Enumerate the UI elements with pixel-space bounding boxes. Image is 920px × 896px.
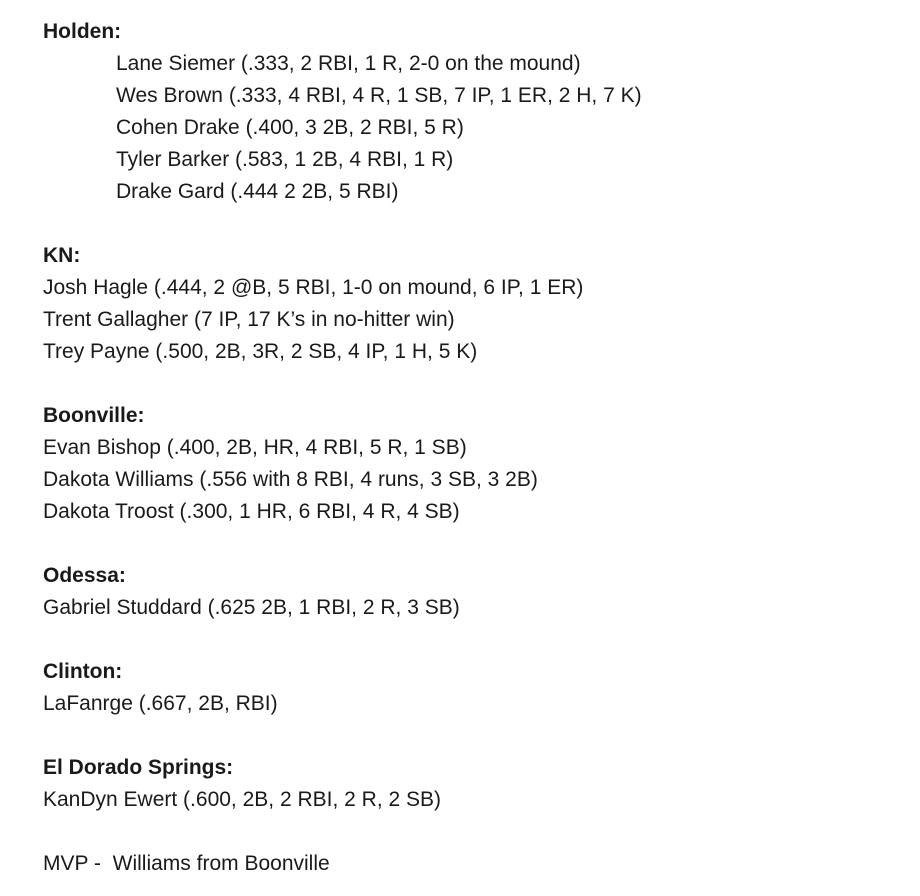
team-section-boonville — [43, 400, 903, 528]
player-line: LaFanrge (.667, 2B, RBI) — [43, 692, 278, 715]
player-line: Cohen Drake (.400, 3 2B, 2 RBI, 5 R) — [116, 116, 464, 139]
team-section-clinton — [43, 656, 903, 720]
section-spacer — [43, 720, 903, 752]
section-spacer — [43, 208, 903, 240]
section-spacer — [43, 528, 903, 560]
section-spacer — [43, 368, 903, 400]
team-section-odessa — [43, 560, 903, 624]
player-line: Dakota Williams (.556 with 8 RBI, 4 runs, 3 SB, 3 2B) — [43, 468, 538, 491]
team-heading: Boonville: — [43, 404, 145, 427]
player-line: Josh Hagle (.444, 2 @B, 5 RBI, 1-0 on mound, 6 IP, 1 ER) — [43, 276, 584, 299]
player-line: Wes Brown (.333, 4 RBI, 4 R, 1 SB, 7 IP, 1 ER, 2 H, 7 K) — [116, 84, 642, 107]
team-section-holden — [43, 16, 903, 208]
player-line: Gabriel Studdard (.625 2B, 1 RBI, 2 R, 3 SB) — [43, 596, 460, 619]
team-heading: Holden: — [43, 20, 122, 43]
player-line: Lane Siemer (.333, 2 RBI, 1 R, 2-0 on the mound) — [116, 52, 581, 75]
team-section-el-dorado-springs — [43, 752, 903, 816]
player-line: Dakota Troost (.300, 1 HR, 6 RBI, 4 R, 4 SB) — [43, 500, 460, 523]
player-line: Tyler Barker (.583, 1 2B, 4 RBI, 1 R) — [116, 148, 454, 171]
player-line: Evan Bishop (.400, 2B, HR, 4 RBI, 5 R, 1 SB) — [43, 436, 467, 459]
player-line: Drake Gard (.444 2 2B, 5 RBI) — [116, 180, 399, 203]
player-line: Trey Payne (.500, 2B, 3R, 2 SB, 4 IP, 1 H, 5 K) — [43, 340, 478, 363]
team-heading: Clinton: — [43, 660, 123, 683]
mvp-line: MVP - Williams from Boonville — [43, 852, 330, 875]
team-heading: Odessa: — [43, 564, 126, 587]
player-line: KanDyn Ewert (.600, 2B, 2 RBI, 2 R, 2 SB) — [43, 788, 442, 811]
document-body — [43, 16, 903, 880]
team-heading: El Dorado Springs: — [43, 756, 234, 779]
player-line: Trent Gallagher (7 IP, 17 K’s in no-hitter win) — [43, 308, 455, 331]
team-heading: KN: — [43, 244, 81, 267]
section-spacer — [43, 816, 903, 848]
section-spacer — [43, 624, 903, 656]
team-section-kn — [43, 240, 903, 368]
